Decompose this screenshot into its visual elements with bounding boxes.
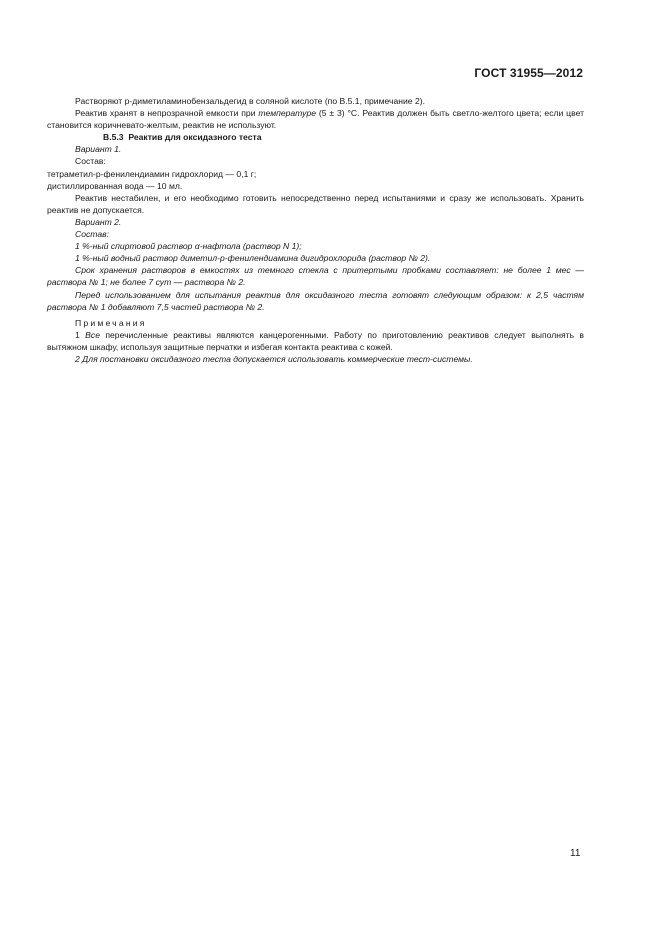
section-heading [47, 131, 584, 143]
text-run: (5 ± 3) °С. Реактив должен быть светло-желтого цвета; если цвет становится коричневато-желтым, реактив не используют. [47, 108, 585, 131]
variant-title: Вариант 1. [75, 144, 122, 155]
section-number: В.5.3 [103, 132, 124, 143]
composition-item: дистиллированная вода — 10 мл. [47, 180, 183, 191]
composition-item: 1 %-ный спиртовой раствор α-нафтола (раствор N 1); [75, 241, 302, 252]
document-number: ГОСТ 31955—2012 [474, 66, 583, 80]
variant-title: Вариант 2. [75, 216, 122, 227]
paragraph: Срок хранения растворов в емкостях из темного стекла с притертыми пробками составляет: не более 1 мес — раствора № 1; не более 7 сут — раствора № 2. [47, 265, 584, 288]
note-item [47, 329, 584, 353]
composition-item: 1 %-ный водный раствор диметил-р-фенилендиамина дигидрохлорида (раствор № 2). [75, 253, 431, 264]
paragraph: Перед использованием для испытания реактив для оксидазного теста готовят следующим образом: к 2,5 частям раствора № 1 добавляют 7,5 частей раствора № 2. [47, 289, 584, 312]
paragraph: Растворяют р-диметиламинобензальдегид в соляной кислоте (по В.5.1, примечание 2). [75, 96, 425, 106]
composition-label: Состав: [75, 156, 106, 167]
text-run: 1 [75, 329, 86, 340]
text-run-italic: Все [85, 329, 100, 340]
note-item: 2 Для постановки оксидазного теста допускается использовать коммерческие тест-системы. [75, 353, 473, 364]
text-run: перечисленные реактивы являются канцерогенными. Работу по приготовлению реактивов следует выполнять в вытяжном шкафу, используя защитные перчатки и избегая контакта реактива с кожей. [47, 329, 584, 352]
composition-item: тетраметил-р-фенилендиамин гидрохлорид — 0,1 г; [47, 168, 257, 179]
section-title: Реактив для оксидазного теста [128, 132, 262, 143]
text-run-italic: температуре [258, 108, 317, 119]
composition-label: Состав: [75, 229, 109, 240]
page-number: 11 [570, 848, 581, 859]
paragraph: Реактив нестабилен, и его необходимо готовить непосредственно перед испытаниями и сразу же использовать. Хранить реактив не допускается. [47, 192, 584, 215]
paragraph [47, 107, 584, 131]
document-body [47, 95, 584, 365]
text-run: Реактив хранят в непрозрачной емкости при [75, 108, 259, 119]
notes-heading: Примечания [75, 317, 147, 328]
